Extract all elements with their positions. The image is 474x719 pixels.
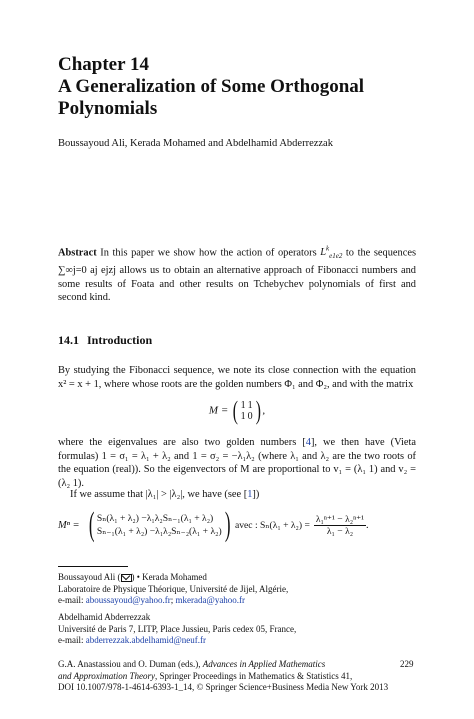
footnote-affiliation-2 [58,612,418,647]
mn-row-1: Sₙ(λ₁ + λ₂) −λ₁λ₂Sₙ₋₁(λ₁ + λ₂) [96,513,214,524]
email-link-3[interactable]: abderrezzak.abdelhamid@neuf.fr [85,635,206,645]
p3-text-b: ]) [252,489,260,500]
mn-avec: avec : Sₙ(λ₁ + λ₂) = [234,519,310,531]
chapter-title: A Generalization of Some Orthogonal Polynomials [58,76,365,119]
intro-paragraph-2 [58,436,416,490]
reference-link-1[interactable]: 1 [247,489,253,500]
matrix-equation [58,398,416,424]
pub-line-2: and Approximation Theory, Springer Proceedings in Mathematics & Statistics 41, [58,670,353,681]
section-title: Introduction [87,333,153,347]
p2-text-b: ], we then have (Vieta formulas) 1 = σ₁ = λ₁ + λ₂ and 1 = σ₂ = −λ₁λ₂ (where λ₁ and λ₂ are the two roots of the equation (real)). So the eigenvectors of M are proportional to v₁ = (λ₁ 1) and v₂ = (λ₂ 1). [58,437,417,489]
footnote-affiliation-1 [58,572,418,607]
section-number: 14.1 [58,333,79,347]
sn-fraction [314,514,366,537]
footnote-2-line-3: e-mail: abderrezzak.abdelhamid@neuf.fr [58,635,206,645]
email-link-1[interactable]: aboussayoud@yahoo.fr [85,595,171,605]
matrix-end-punct: , [262,404,266,417]
left-paren: ( [232,396,238,425]
abstract-text-a: In this paper we show how the action of operators [96,247,321,259]
operator-symbol: $L^k_{e1e2}$ [320,245,343,261]
intro-paragraph-1: By studying the Fibonacci sequence, we note its close connection with the equation x² = x + 1, where whose roots are the golden numbers Φ₁ and Φ₂, and with the matrix [58,365,416,390]
fraction-numerator: λ₁ⁿ⁺¹ − λ₂ⁿ⁺¹ [315,513,365,525]
abstract [58,243,416,305]
footnote-rule [58,566,128,567]
series-formula: ∑∞j=0 aj ejzj [58,265,117,277]
mn-equation [58,508,416,542]
mn-row-2: Sₙ₋₁(λ₁ + λ₂) −λ₁λ₂Sₙ₋₂(λ₁ + λ₂) [96,526,222,537]
pub-line-3: DOI 10.1007/978-1-4614-6393-1_14, © Springer Science+Business Media New York 2013 [58,682,389,692]
mn-matrix [97,512,222,538]
reference-link-4[interactable]: 4 [305,437,311,448]
mn-right-paren: ) [224,506,231,543]
matrix-m [231,398,262,424]
abstract-label: Abstract [58,247,97,259]
matrix-label: M = [208,404,229,417]
page-number: 229 [400,659,414,669]
abstract-text-b: to the sequences [342,247,416,259]
footnote-1-line-2: Laboratoire de Physique Théorique, Université de Jijel, Algérie, [58,583,289,594]
mn-lhs: Mⁿ = [58,519,80,531]
footnote-2-line-2: Université de Paris 7, LITP, Place Jussieu, Paris cedex 05, France, [58,623,297,634]
p3-text-a: If we assume that |λ₁| > |λ₂|, we have (see [ [70,489,248,500]
section-heading [58,333,152,348]
matrix-col-2: 1 0 [247,400,253,422]
footnote-1-line-3: e-mail: aboussayoud@yahoo.fr; mkerada@yahoo.fr [58,595,246,605]
matrix-col-1: 1 1 [240,400,246,422]
fraction-denominator: λ₁ − λ₂ [326,525,354,537]
chapter-number: Chapter 14 [58,54,149,75]
mn-end-punct: . [366,519,369,531]
publication-info [58,659,416,694]
email-link-2[interactable]: mkerada@yahoo.fr [175,595,246,605]
envelope-icon [121,574,132,582]
intro-paragraph-3 [58,488,416,502]
pub-line-1: G.A. Anastassiou and O. Duman (eds.), Advances in Applied Mathematics [58,659,326,669]
right-paren: ) [255,396,261,425]
footnote-1-line-1: Boussayoud Ali ( ) • Kerada Mohamed [58,572,207,582]
p2-text-a: where the eigenvalues are also two golden numbers [ [58,437,306,448]
mn-left-paren: ( [88,506,95,543]
author-list: Boussayoud Ali, Kerada Mohamed and Abdelhamid Abderrezzak [58,138,333,149]
abstract-text-c: allows us to obtain an alternative approach of Fibonacci numbers and some results of Foata and other results on Tchebychev polynomials of first and second kind. [58,265,416,304]
footnote-2-line-1: Abdelhamid Abderrezzak [58,612,151,622]
